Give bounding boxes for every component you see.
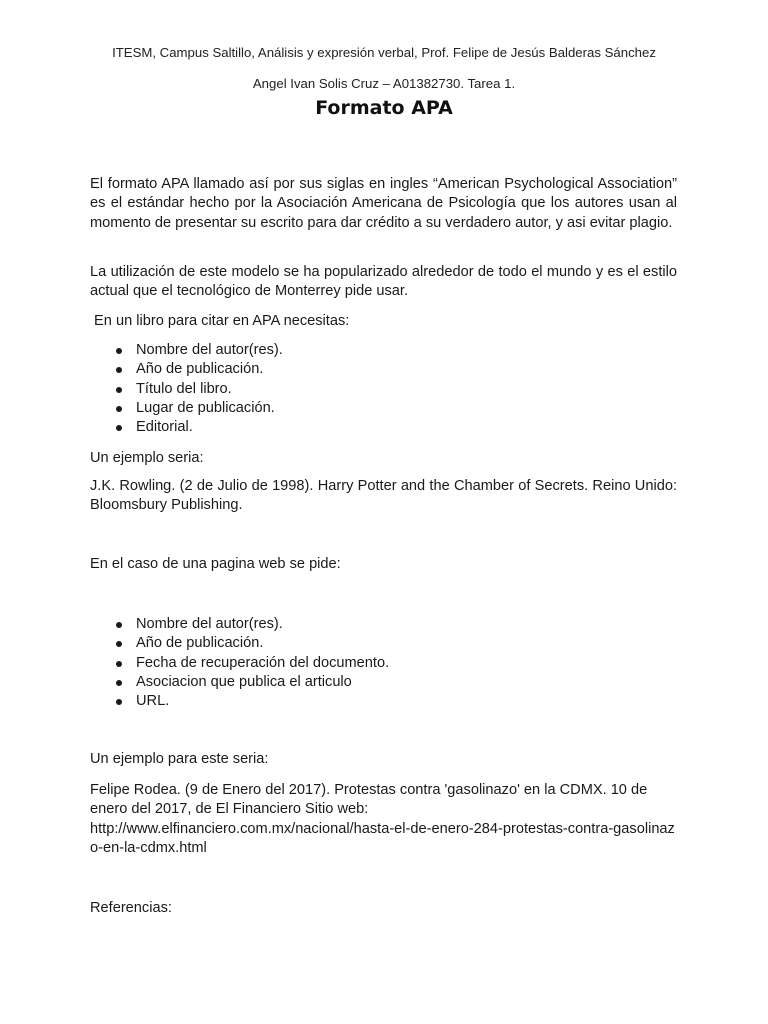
header-student-line: Angel Ivan Solis Cruz – A01382730. Tarea 1. xyxy=(252,76,516,91)
list-item xyxy=(90,654,677,673)
bullet-icon xyxy=(116,387,122,393)
list-item-text: Título del libro. xyxy=(136,380,232,397)
list-item-text: Asociacion que publica el articulo xyxy=(136,673,352,690)
list-item xyxy=(90,399,677,418)
list-item-text: Fecha de recuperación del documento. xyxy=(136,654,390,671)
bullet-icon xyxy=(116,622,122,628)
list-item-text: Nombre del autor(res). xyxy=(136,342,283,358)
bullet-icon xyxy=(116,641,122,647)
bullet-icon xyxy=(116,661,122,667)
list-item-text: Editorial. xyxy=(136,419,193,436)
web-example-citation xyxy=(90,781,677,858)
bullet-icon xyxy=(116,406,122,412)
usage-paragraph: La utilización de este modelo se ha popularizado alrededor de todo el mundo y es el estilo actual que el tecnológico de Monterrey pide usar. xyxy=(90,264,677,300)
web-example-url: http://www.elfinanciero.com.mx/nacional/hasta-el-de-enero-284-protestas-contra-gasolinazo-en-la-cdmx.html xyxy=(90,820,675,856)
book-intro-paragraph: En un libro para citar en APA necesitas: xyxy=(90,313,350,329)
list-item xyxy=(90,380,677,399)
web-requirements-list xyxy=(90,615,677,711)
document-title: Formato APA xyxy=(315,97,453,119)
references-heading: Referencias: xyxy=(90,900,172,916)
book-example-label: Un ejemplo seria: xyxy=(90,450,204,466)
bullet-icon xyxy=(116,367,122,373)
intro-paragraph: El formato APA llamado así por sus siglas en ingles “American Psychological Association” es el estándar hecho por la Asociación Americana de Psicología que los autores usan al momento de presentar su escrito para dar crédito a su verdadero autor, y asi evitar plagio. xyxy=(90,176,677,231)
list-item xyxy=(90,360,677,379)
web-example-label: Un ejemplo para este seria: xyxy=(90,751,269,767)
list-item xyxy=(90,692,677,711)
list-item xyxy=(90,634,677,653)
list-item xyxy=(90,341,677,360)
header-course-line: ITESM, Campus Saltillo, Análisis y expresión verbal, Prof. Felipe de Jesús Balderas Sánchez xyxy=(112,45,656,60)
list-item-text: Año de publicación. xyxy=(136,635,264,652)
web-example-text: Felipe Rodea. (9 de Enero del 2017). Protestas contra 'gasolinazo' en la CDMX. 10 de enero del 2017, de El Financiero Sitio web: xyxy=(90,782,648,818)
list-item-text: URL. xyxy=(136,693,170,710)
list-item xyxy=(90,418,677,437)
bullet-icon xyxy=(116,425,122,431)
book-example-citation: J.K. Rowling. (2 de Julio de 1998). Harry Potter and the Chamber of Secrets. Reino Unido: Bloomsbury Publishing. xyxy=(90,478,677,514)
list-item-text: Lugar de publicación. xyxy=(136,399,275,416)
list-item-text: Año de publicación. xyxy=(136,361,264,378)
bullet-icon xyxy=(116,680,122,686)
bullet-icon xyxy=(116,699,122,705)
book-requirements-list xyxy=(90,341,677,437)
bullet-icon xyxy=(116,348,122,354)
list-item-text: Nombre del autor(res). xyxy=(136,616,283,632)
web-intro-paragraph: En el caso de una pagina web se pide: xyxy=(90,556,341,572)
list-item xyxy=(90,615,677,634)
list-item xyxy=(90,673,677,692)
